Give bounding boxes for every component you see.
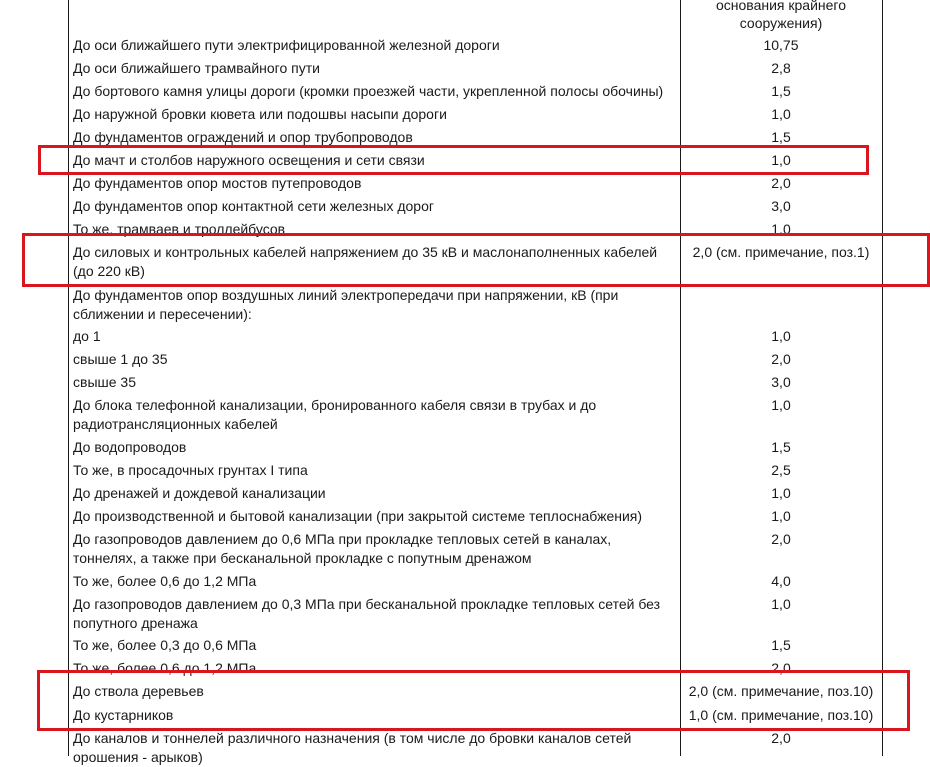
row-value: 1,0 (см. примечание, поз.10) [688,707,874,723]
row-name-line2: (до 220 кВ) [73,263,145,279]
row-value: 1,5 [771,637,791,653]
row-name: То же, в просадочных грунтах I типа [73,462,308,478]
row-name: До мачт и столбов наружного освещения и сети связи [73,152,425,168]
row-value: 1,0 [771,397,791,413]
row-value: 1,0 [771,221,791,237]
row-name: свыше 1 до 35 [73,351,168,367]
row-name: То же, более 0,6 до 1,2 МПа [73,660,257,676]
row-name: До водопроводов [73,439,187,455]
row-name: До фундаментов опор мостов путепроводов [73,175,362,191]
row-value: 1,0 [771,328,791,344]
row-value: 10,75 [763,37,799,53]
row-value: 2,0 (см. примечание, поз.1) [692,244,870,260]
table-right-border [882,0,883,756]
row-value: 1,5 [771,129,791,145]
row-value: 2,0 [771,660,791,676]
row-name: То же, более 0,3 до 0,6 МПа [73,637,257,653]
row-name: До кустарников [73,707,174,723]
row-name-line2: радиотрансляционных кабелей [73,416,278,432]
row-name: До фундаментов ограждений и опор трубопроводов [73,129,413,145]
row-value: 2,5 [771,462,791,478]
row-name-line2: попутного дренажа [73,615,198,631]
row-name: до 1 [73,328,101,344]
row-name: До бортового камня улицы дороги (кромки проезжей части, укрепленной полосы обочины) [73,83,664,99]
row-name: свыше 35 [73,374,136,390]
row-name-line2: тоннелях, а также при бесканальной прокладке с попутным дренажом [73,550,532,566]
table-left-border [68,0,69,756]
row-name-line1: До фундаментов опор воздушных линий электропередачи при напряжении, кВ (при [73,287,619,303]
row-name: До наружной бровки кювета или подошвы насыпи дороги [73,106,447,122]
row-name: До фундаментов опор контактной сети железных дорог [73,198,434,214]
row-value: 2,8 [771,60,791,76]
row-value: 1,0 [771,508,791,524]
row-value: 1,0 [771,596,791,612]
row-value: 1,0 [771,485,791,501]
row-value: 2,0 [771,730,791,746]
row-name: До оси ближайшего трамвайного пути [73,60,320,76]
row-value: 1,5 [771,83,791,99]
row-name-line2: сближении и пересечении): [73,306,252,322]
row-name: До оси ближайшего пути электрифицированной железной дороги [73,37,500,53]
row-value: 2,0 [771,531,791,547]
row-name: То же, более 0,6 до 1,2 МПа [73,573,257,589]
row-name-line1: До каналов и тоннелей различного назначения (в том числе до бровки каналов сетей [73,730,632,746]
row-value: 2,0 [771,175,791,191]
row-value: 3,0 [771,198,791,214]
row-value: 3,0 [771,374,791,390]
row-value: 2,0 (см. примечание, поз.10) [688,683,874,699]
row-name: То же, трамваев и троллейбусов [73,221,286,237]
row-value: 1,0 [771,106,791,122]
row-name-line1: До газопроводов давлением до 0,3 МПа при бесканальной прокладке тепловых сетей без [73,596,661,612]
header-value-line2: сооружения) [739,15,823,31]
header-value-line1: основания крайнего [715,0,846,13]
row-name-line1: До силовых и контрольных кабелей напряжением до 35 кВ и маслонаполненных кабелей [73,244,658,260]
row-name: До дренажей и дождевой канализации [73,485,326,501]
row-value: 4,0 [771,573,791,589]
row-name: До производственной и бытовой канализации (при закрытой системе теплоснабжения) [73,508,643,524]
row-value: 2,0 [771,351,791,367]
row-name-line1: До блока телефонной канализации, бронированного кабеля связи в трубах и до [73,397,597,413]
row-name-line1: До газопроводов давлением до 0,6 МПа при прокладке тепловых сетей в каналах, [73,531,612,547]
row-name-line2: орошения - арыков) [73,749,203,765]
row-value: 1,0 [771,152,791,168]
row-value: 1,5 [771,439,791,455]
row-name: До ствола деревьев [73,683,204,699]
